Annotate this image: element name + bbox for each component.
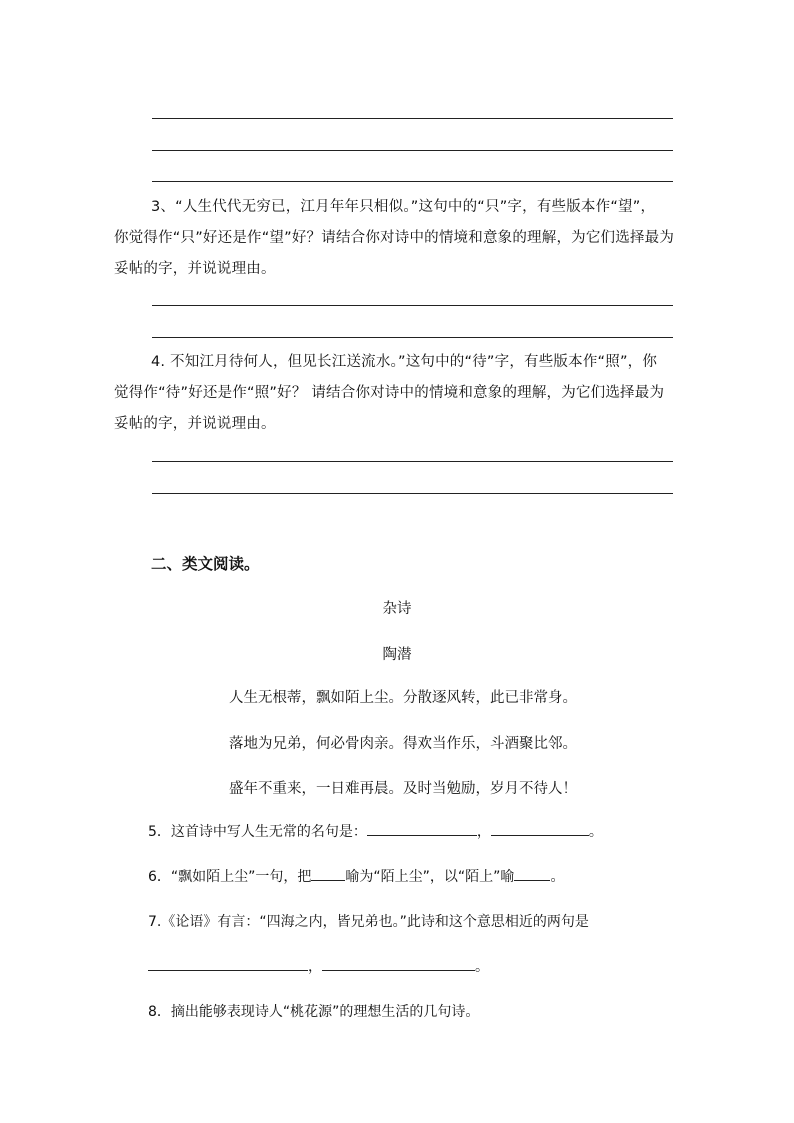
answer-line[interactable]: [152, 461, 673, 462]
answer-line[interactable]: [152, 305, 673, 306]
fill-blank[interactable]: [367, 821, 477, 836]
question-4-line-1: 4. 不知江月待何人，但见长江送流水。”这句中的“待”字，有些版本作“照”，你: [151, 354, 658, 370]
question-3: [114, 192, 684, 285]
answer-line[interactable]: [152, 118, 673, 119]
fill-blank[interactable]: [514, 866, 550, 881]
question-3-line-1: 3、“人生代代无穷已，江月年年只相似。”这句中的“只”字，有些版本作“望”，: [151, 199, 656, 215]
question-7: [148, 911, 589, 931]
answer-line[interactable]: [152, 150, 673, 151]
poem-line: 落地为兄弟，何必骨肉亲。得欢当作乐，斗酒聚比邻。: [229, 736, 577, 752]
fill-blank[interactable]: [491, 821, 589, 836]
end-mark: 。: [475, 959, 489, 975]
question-8: [148, 1001, 479, 1021]
question-7-answer: [148, 956, 489, 976]
answer-line[interactable]: [152, 493, 673, 494]
question-5-text: 5．这首诗中写人生无常的名句是：: [148, 824, 367, 840]
question-6-text-2: 喻为“陌上尘”，以“陌上”喻: [345, 869, 515, 885]
poem-line: 盛年不重来，一日难再晨。及时当勉励，岁月不待人！: [229, 781, 577, 797]
question-4-line-3: 妥帖的字，并说说理由。: [114, 416, 276, 432]
end-mark: 。: [550, 869, 565, 885]
poem-title: 杂诗: [382, 601, 412, 617]
fill-blank[interactable]: [322, 956, 475, 971]
poem-author: 陶潜: [382, 647, 412, 663]
question-5: [148, 821, 603, 841]
question-3-line-2: 你觉得作“只”好还是作“望”好？请结合你对诗中的情境和意象的理解，为它们选择最为: [114, 230, 675, 246]
question-8-text: 8．摘出能够表现诗人“桃花源”的理想生活的几句诗。: [148, 1004, 480, 1020]
question-4: [114, 347, 684, 440]
question-6: [148, 866, 564, 886]
separator: ，: [476, 824, 491, 840]
question-7-text: 7.《论语》有言：“四海之内，皆兄弟也。”此诗和这个意思相近的两句是: [148, 914, 589, 930]
poem-line: 人生无根蒂，飘如陌上尘。分散逐风转，此已非常身。: [229, 690, 577, 706]
answer-line[interactable]: [152, 181, 673, 182]
end-mark: 。: [588, 824, 603, 840]
answer-line[interactable]: [152, 337, 673, 338]
question-3-line-3: 妥帖的字，并说说理由。: [114, 261, 276, 277]
fill-blank[interactable]: [148, 956, 308, 971]
fill-blank[interactable]: [311, 866, 345, 881]
separator: ，: [308, 959, 322, 975]
question-4-line-2: 觉得作“待”好还是作“照”好？ 请结合你对诗中的情境和意象的理解，为它们选择最为: [114, 385, 665, 401]
section-heading: 二、类文阅读。: [151, 555, 260, 573]
question-6-text-1: 6．“飘如陌上尘”一句，把: [148, 869, 312, 885]
